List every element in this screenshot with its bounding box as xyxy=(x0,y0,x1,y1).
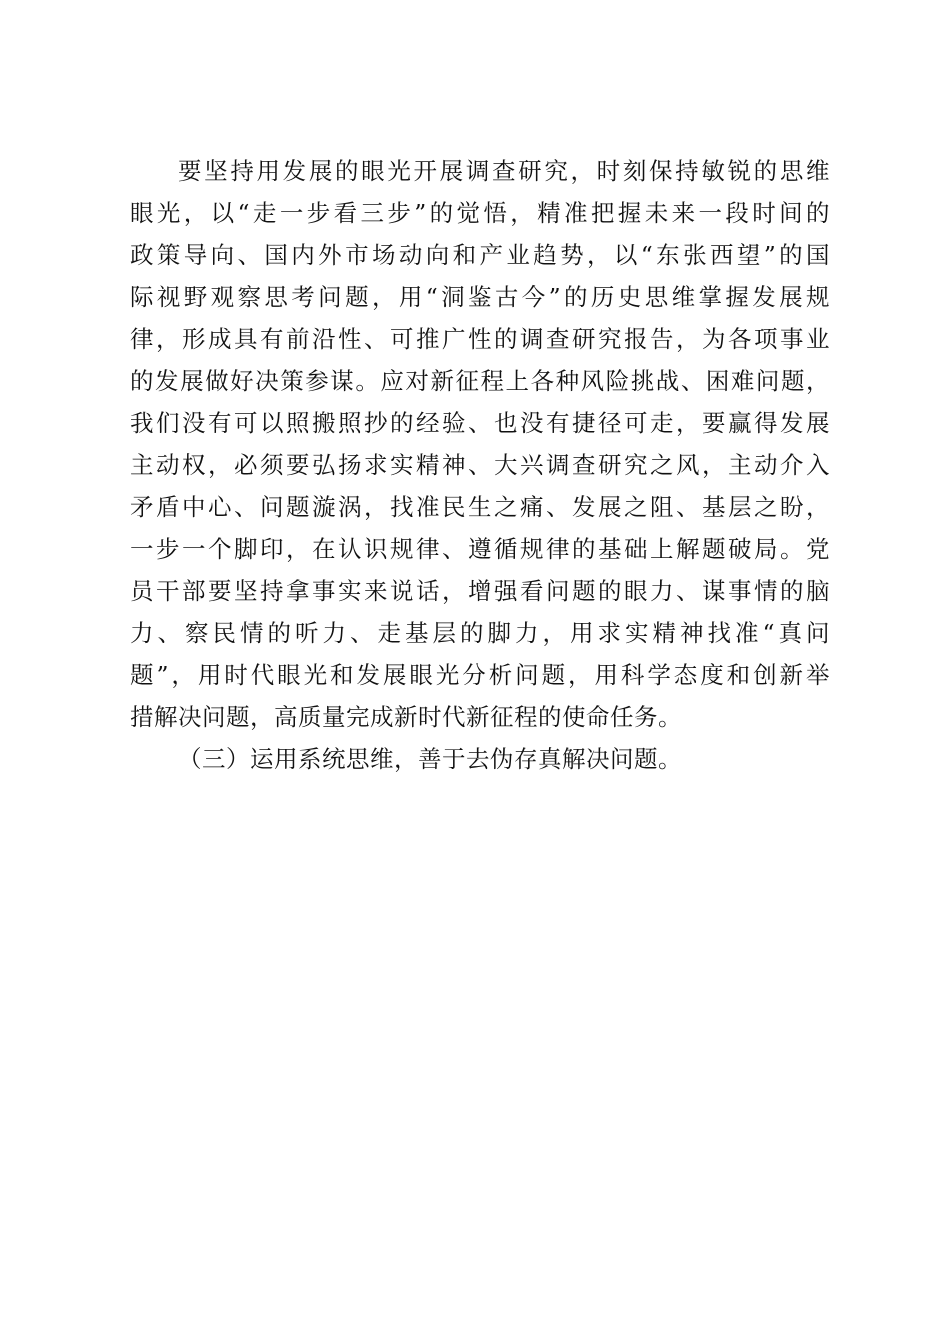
paragraph-line: 措解决问题，高质量完成新时代新征程的使命任务。 xyxy=(130,703,682,731)
paragraph xyxy=(130,150,830,738)
paragraph-line: 要坚持用发展的眼光开展调查研究，时刻保持敏锐的思维 xyxy=(178,157,830,185)
paragraph-line: 力、察民情的听力、走基层的脚力，用求实精神找准“真问 xyxy=(130,619,830,647)
paragraph-line: 眼光，以“走一步看三步”的觉悟，精准把握未来一段时间的 xyxy=(130,199,830,227)
paragraph-line: 题”，用时代眼光和发展眼光分析问题，用科学态度和创新举 xyxy=(130,661,830,689)
paragraph-line: 律，形成具有前沿性、可推广性的调查研究报告，为各项事业 xyxy=(130,325,830,353)
paragraph-line: 际视野观察思考问题，用“洞鉴古今”的历史思维掌握发展规 xyxy=(130,283,830,311)
paragraph-line: 政策导向、国内外市场动向和产业趋势，以“东张西望”的国 xyxy=(130,241,830,269)
paragraph-line: 我们没有可以照搬照抄的经验、也没有捷径可走，要赢得发展 xyxy=(130,409,830,437)
paragraph-line: 矛盾中心、问题漩涡，找准民生之痛、发展之阻、基层之盼， xyxy=(130,493,830,521)
paragraph-line: 的发展做好决策参谋。应对新征程上各种风险挑战、困难问题， xyxy=(130,367,830,395)
paragraph-line: 一步一个脚印，在认识规律、遵循规律的基础上解题破局。党 xyxy=(130,535,830,563)
paragraph-line: 主动权，必须要弘扬求实精神、大兴调查研究之风，主动介入 xyxy=(130,451,830,479)
paragraph-line: 员干部要坚持拿事实来说话，增强看问题的眼力、谋事情的脑 xyxy=(130,577,830,605)
body-text xyxy=(130,150,830,780)
section-heading: （三）运用系统思维，善于去伪存真解决问题。 xyxy=(178,745,682,773)
